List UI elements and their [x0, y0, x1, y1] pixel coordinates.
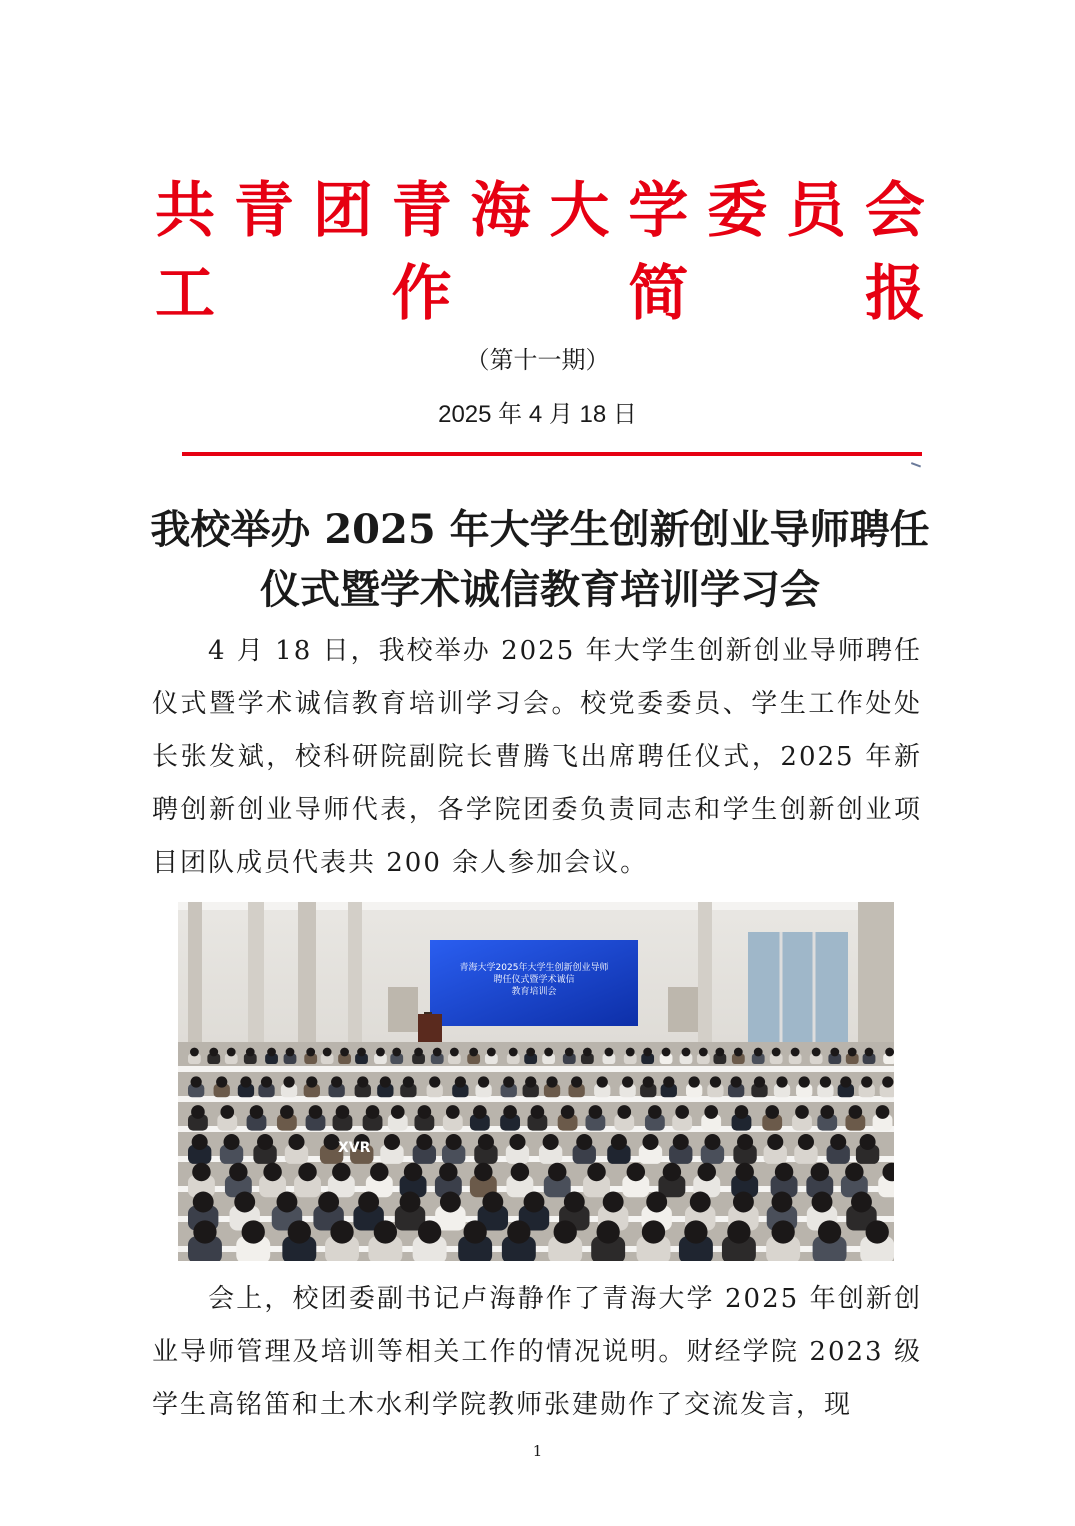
attendee-head [400, 1192, 421, 1213]
page-number: 1 [532, 1442, 543, 1460]
attendee-head [865, 1048, 874, 1057]
paragraph-text: 会上，校团委副书记卢海静作了青海大学 2025 年创新创业导师管理及培训等相关工作的情况说明。财经学院 2023 级学生高铭笛和土木水利学院教师张建勋作了交流发言，现 [152, 1284, 922, 1420]
attendee-head [229, 1163, 247, 1181]
attendee-head [309, 1105, 323, 1119]
attendee-head [509, 1134, 525, 1150]
attendee-head [682, 1048, 691, 1057]
attendee-head [845, 1163, 863, 1181]
attendee-head [849, 1105, 863, 1119]
attendee-head [503, 1105, 517, 1119]
attendee-head [414, 1048, 423, 1057]
attendee-head [733, 1192, 754, 1213]
attendee-head [643, 1048, 652, 1057]
attendee-head [507, 1220, 530, 1243]
attendee-head [526, 1048, 535, 1057]
attendee-head [546, 1076, 557, 1087]
attendee-head [298, 1163, 316, 1181]
attendee-head [771, 1220, 794, 1243]
attendee-head [561, 1105, 575, 1119]
attendee-head [818, 1220, 841, 1243]
attendee-head [642, 1134, 658, 1150]
attendee-head [684, 1220, 707, 1243]
attendee-head [731, 1076, 742, 1087]
attendee-head [663, 1163, 681, 1181]
attendee-head [330, 1220, 353, 1243]
attendee-head [820, 1076, 831, 1087]
masthead-char: 工 [155, 259, 215, 329]
attendee-head [735, 1105, 749, 1119]
attendee-head [323, 1048, 332, 1057]
attendee-head [622, 1076, 633, 1087]
attendee-head [478, 1134, 494, 1150]
window [748, 932, 848, 1042]
attendee-head [439, 1163, 457, 1181]
screen-text: 青海大学2025年大学生创新创业导师 [459, 963, 609, 973]
title-line: 我校举办 2025 年大学生创新创业导师聘任 [150, 506, 930, 553]
attendee-head [318, 1192, 339, 1213]
attendee-head [416, 1134, 432, 1150]
masthead-char: 会 [864, 176, 925, 246]
masthead-title [155, 175, 925, 247]
masthead-char: 员 [786, 176, 846, 246]
attendee-head [366, 1105, 380, 1119]
attendee-head [866, 1220, 889, 1243]
attendee-head [565, 1048, 574, 1057]
attendee-head [392, 1048, 401, 1057]
attendee-head [503, 1076, 514, 1087]
attendee-head [376, 1048, 385, 1057]
article-paragraph [152, 625, 922, 890]
attendee-head [876, 1105, 890, 1119]
attendee-head [597, 1220, 620, 1243]
attendee-head [689, 1076, 700, 1087]
divider-mark [911, 457, 923, 468]
attendee-head [306, 1076, 317, 1087]
attendee-head [698, 1163, 716, 1181]
attendee-head [754, 1048, 763, 1057]
attendee-head [192, 1134, 208, 1150]
attendee-head [737, 1134, 753, 1150]
attendee-head [772, 1048, 781, 1057]
masthead-char: 报 [864, 259, 925, 329]
attendee-head [403, 1076, 414, 1087]
attendee-head [811, 1163, 829, 1181]
attendee-head [589, 1105, 603, 1119]
attendee-head [190, 1048, 199, 1057]
attendee-head [554, 1220, 577, 1243]
title-line: 仪式暨学术诚信教育培训学习会 [260, 566, 820, 613]
masthead-subtitle [155, 258, 925, 330]
attendee-head [754, 1076, 765, 1087]
attendee-head [487, 1048, 496, 1057]
attendee-head [564, 1192, 585, 1213]
attendee-head [627, 1163, 645, 1181]
attendee-head [192, 1163, 210, 1181]
masthead-char: 团 [312, 176, 373, 246]
attendee-head [220, 1105, 234, 1119]
issue-number: （第十一期） [465, 346, 610, 374]
attendee-head [370, 1163, 388, 1181]
attendee-head [663, 1076, 674, 1087]
attendee-head [191, 1105, 205, 1119]
attendee-head [525, 1076, 536, 1087]
attendee-head [193, 1192, 214, 1213]
attendee-head [775, 1163, 793, 1181]
attendee-head [261, 1076, 272, 1087]
attendee-head [767, 1134, 783, 1150]
attendee-head [224, 1134, 240, 1150]
masthead-char: 委 [707, 176, 768, 246]
attendee-head [840, 1076, 851, 1087]
attendee-head [446, 1134, 462, 1150]
attendee-head [340, 1048, 349, 1057]
attendee-head [617, 1105, 631, 1119]
attendee-head [587, 1163, 605, 1181]
attendee-head [524, 1192, 545, 1213]
attendee-head [482, 1192, 503, 1213]
attendee-head [861, 1076, 872, 1087]
attendee-head [611, 1134, 627, 1150]
attendee-head [548, 1163, 566, 1181]
attendee-head [283, 1076, 294, 1087]
attendee-head [860, 1134, 876, 1150]
attendee-head [473, 1105, 487, 1119]
attendee-head [277, 1192, 298, 1213]
attendee-head [642, 1220, 665, 1243]
attendee-head [699, 1048, 708, 1057]
attendee-head [734, 1048, 743, 1057]
screen-text: 教育培训会 [511, 987, 557, 997]
attendee-head [357, 1076, 368, 1087]
attendee-head [648, 1105, 662, 1119]
attendee-head [404, 1163, 422, 1181]
attendee-head [240, 1076, 251, 1087]
attendee-head [605, 1048, 614, 1057]
attendee-head [191, 1076, 202, 1087]
attendee-head [571, 1076, 582, 1087]
attendee-head [455, 1076, 466, 1087]
attendee-head [704, 1134, 720, 1150]
attendee-head [478, 1076, 489, 1087]
attendee-head [380, 1076, 391, 1087]
attendee-head [246, 1048, 255, 1057]
article-title [150, 500, 930, 620]
screen-text: 聘任仪式暨学术诚信 [493, 975, 575, 985]
attendee-head [882, 1076, 893, 1087]
attendee-head [463, 1220, 486, 1243]
attendee-head [257, 1134, 273, 1150]
attendee-head [331, 1076, 342, 1087]
attendee-head [446, 1105, 460, 1119]
event-photo-image [178, 902, 894, 1261]
masthead-char: 简 [628, 259, 689, 329]
attendee-head [216, 1076, 227, 1087]
attendee-head [626, 1048, 635, 1057]
attendee-head [735, 1163, 753, 1181]
attendee-head [336, 1105, 350, 1119]
attendee-head [433, 1048, 442, 1057]
attendee-head [799, 1076, 810, 1087]
attendee-head [710, 1076, 721, 1087]
attendee-head [263, 1163, 281, 1181]
attendee-head [820, 1105, 834, 1119]
attendee-head [391, 1105, 405, 1119]
podium [418, 1014, 442, 1044]
paragraph-text: 4 月 18 日，我校举办 2025 年大学生创新创业导师聘任仪式暨学术诚信教育培训学习会。校党委委员、学生工作处处长张发斌，校科研院副院长曹腾飞出席聘任仪式，2025 年新聘创新创业导师代表，各学院团委负责同志和学生创新创业项目团队成员代表共 200 余人参加会议。 [152, 636, 922, 878]
attendee-head [450, 1048, 459, 1057]
attendee-head [227, 1048, 236, 1057]
shirt-text: XVR [338, 1140, 371, 1156]
attendee-head [830, 1048, 839, 1057]
attendee-head [885, 1048, 894, 1057]
attendee-head [374, 1220, 397, 1243]
attendee-head [576, 1134, 592, 1150]
attendee-head [234, 1192, 255, 1213]
attendee-head [771, 1192, 792, 1213]
attendee-head [242, 1220, 265, 1243]
masthead-char: 共 [155, 176, 215, 246]
attendee-head [795, 1105, 809, 1119]
attendee-head [776, 1076, 787, 1087]
masthead-char: 学 [628, 176, 689, 246]
attendee-head [358, 1192, 379, 1213]
attendee-head [765, 1105, 779, 1119]
desk-row [178, 1066, 894, 1072]
attendee-head [267, 1048, 276, 1057]
attendee-head [357, 1048, 366, 1057]
attendee-head [830, 1134, 846, 1150]
red-divider [182, 452, 922, 456]
attendee-head [474, 1163, 492, 1181]
attendee-head [727, 1220, 750, 1243]
masthead-char: 作 [391, 259, 452, 329]
attendee-head [704, 1105, 718, 1119]
attendee-head [544, 1048, 553, 1057]
attendee-head [469, 1048, 478, 1057]
attendee-head [440, 1192, 461, 1213]
attendee-head [715, 1048, 724, 1057]
attendee-head [798, 1134, 814, 1150]
attendee-head [384, 1134, 400, 1150]
attendee-head [418, 1105, 432, 1119]
issue-date: 2025 年 4 月 18 日 [438, 401, 637, 428]
attendee-head [332, 1163, 350, 1181]
attendee-head [851, 1192, 872, 1213]
attendee-head [673, 1134, 689, 1150]
attendee-head [646, 1192, 667, 1213]
masthead-char: 青 [233, 176, 294, 246]
attendee-head [812, 1192, 833, 1213]
article-paragraph [152, 1273, 922, 1432]
attendee-head [662, 1048, 671, 1057]
attendee-head [288, 1134, 304, 1150]
attendee-head [306, 1048, 315, 1057]
masthead-char: 大 [549, 176, 610, 246]
attendee-head [509, 1048, 518, 1057]
attendee-head [280, 1105, 294, 1119]
attendee-head [193, 1220, 216, 1243]
attendee-head [603, 1192, 624, 1213]
attendee-head [288, 1220, 311, 1243]
event-photo [178, 902, 894, 1261]
attendee-head [597, 1076, 608, 1087]
attendee-head [848, 1048, 857, 1057]
attendee-head [690, 1192, 711, 1213]
masthead-char: 青 [391, 176, 452, 246]
attendee-head [429, 1076, 440, 1087]
masthead-char: 海 [470, 176, 531, 246]
attendee-head [543, 1134, 559, 1150]
attendee-head [675, 1105, 689, 1119]
attendee-head [791, 1048, 800, 1057]
attendee-head [643, 1076, 654, 1087]
attendee-head [418, 1220, 441, 1243]
attendee-head [583, 1048, 592, 1057]
attendee-head [286, 1048, 295, 1057]
attendee-head [511, 1163, 529, 1181]
attendee-head [812, 1048, 821, 1057]
attendee-head [250, 1105, 264, 1119]
attendee-head [209, 1048, 218, 1057]
attendee-head [531, 1105, 545, 1119]
